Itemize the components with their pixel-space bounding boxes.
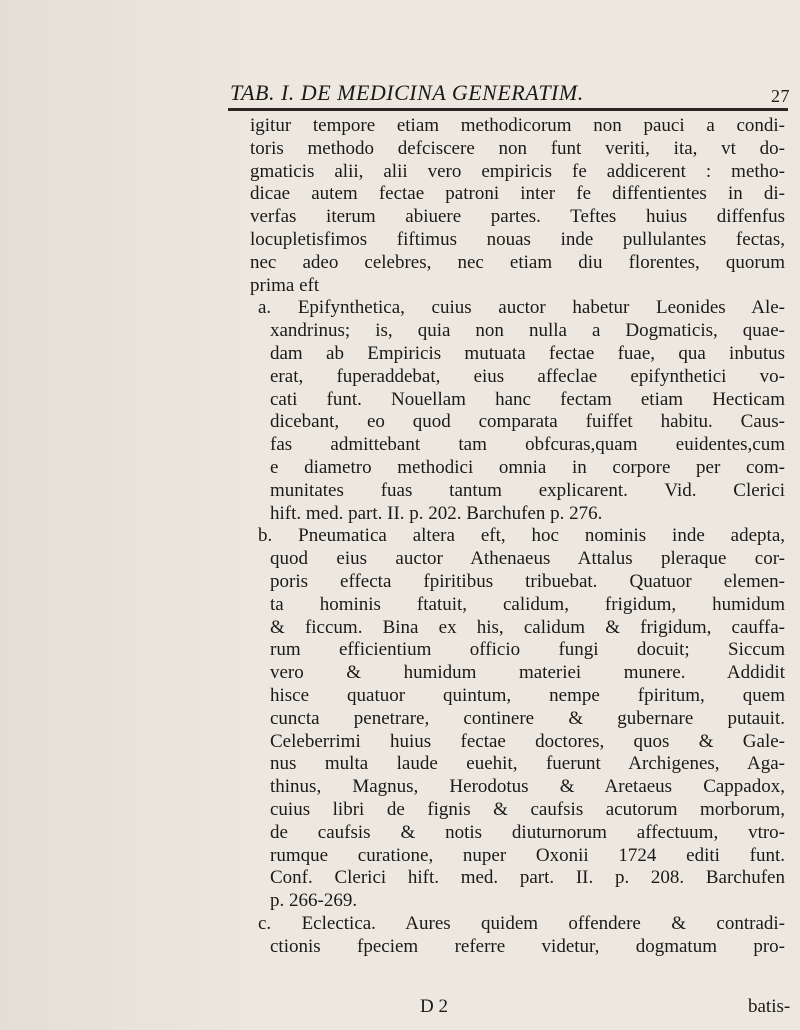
text-line: b. Pneumatica altera eft, hoc nominis inde adepta,: [258, 525, 785, 547]
text-line: p. 266-269.: [270, 890, 358, 912]
text-line: igitur tempore etiam methodicorum non pauci a condi-: [250, 115, 785, 136]
text-line: c. Eclectica. Aures quidem offendere & contradi-: [258, 912, 785, 934]
catchword: batis-: [748, 996, 791, 1017]
text-line: dicebant, eo quod comparata fuiffet habitu. Caus-: [270, 411, 785, 433]
body-text: [250, 115, 785, 958]
text-line: toris methodo defciscere non funt veriti, ita, vt do-: [250, 137, 785, 159]
text-line: thinus, Magnus, Herodotus & Aretaeus Cappadox,: [270, 776, 785, 798]
text-line: munitates fuas tantum explicarent. Vid. Clerici: [270, 479, 785, 501]
text-line: poris effecta fpiritibus tribuebat. Quatuor elemen-: [270, 570, 785, 592]
text-line: rumque curatione, nuper Oxonii 1724 editi funt.: [270, 844, 785, 866]
text-line: nec adeo celebres, nec etiam diu florentes, quorum: [250, 251, 785, 273]
text-line: a. Epifynthetica, cuius auctor habetur Leonides Ale-: [258, 297, 785, 319]
text-line: ta hominis ftatuit, calidum, frigidum, humidum: [270, 593, 785, 615]
text-line: nus multa laude euehit, fuerunt Archigenes, Aga-: [270, 753, 785, 775]
running-header: [230, 78, 790, 108]
text-line: quod eius auctor Athenaeus Attalus pleraque cor-: [270, 548, 785, 570]
text-line: hift. med. part. II. p. 202. Barchufen p. 276.: [270, 502, 603, 524]
text-line: verfas iterum abiuere partes. Teftes huius diffenfus: [250, 206, 785, 228]
text-line: locupletisfimos fiftimus nouas inde pullulantes fectas,: [250, 228, 785, 250]
text-line: cuius libri de fignis & caufsis acutorum morborum,: [270, 798, 785, 820]
header-title: TAB. I. DE MEDICINA GENERATIM.: [230, 80, 584, 105]
signature-mark: D 2: [420, 996, 448, 1017]
text-line: cati funt. Nouellam hanc fectam etiam Hecticam: [270, 388, 785, 410]
text-line: xandrinus; is, quia non nulla a Dogmaticis, quae-: [270, 320, 785, 342]
header-rule: [228, 108, 788, 111]
text-line: Celeberrimi huius fectae doctores, quos & Gale-: [270, 730, 785, 752]
text-line: dam ab Empiricis mutuata fectae fuae, qua inbutus: [270, 342, 785, 364]
text-line: fas admittebant tam obfcuras,quam euidentes,cum: [270, 434, 785, 456]
text-line: gmaticis alii, alii vero empiricis fe addicerent : metho-: [250, 160, 785, 182]
text-line: de caufsis & notis diuturnorum affectuum, vtro-: [270, 821, 785, 843]
text-line: dicae autem fectae patroni inter fe diffentientes in di-: [250, 183, 785, 205]
text-line: erat, fuperaddebat, eius affeclae epifynthetici vo-: [270, 365, 785, 387]
page-number: 27: [771, 86, 790, 106]
text-line: & ficcum. Bina ex his, calidum & frigidum, cauffa-: [270, 616, 785, 638]
text-line: vero & humidum materiei munere. Addidit: [270, 662, 785, 684]
text-line: Conf. Clerici hift. med. part. II. p. 208. Barchufen: [270, 867, 785, 889]
text-line: cuncta penetrare, continere & gubernare putauit.: [270, 707, 785, 729]
text-line: hisce quatuor quintum, nempe fpiritum, quem: [270, 684, 785, 706]
text-line: rum efficientium officio fungi docuit; Siccum: [270, 639, 785, 661]
text-line: e diametro methodici omnia in corpore per com-: [270, 456, 785, 478]
text-line: prima eft: [250, 274, 320, 296]
text-line: ctionis fpeciem referre videtur, dogmatum pro-: [270, 935, 785, 957]
page-margin: [0, 0, 245, 1030]
